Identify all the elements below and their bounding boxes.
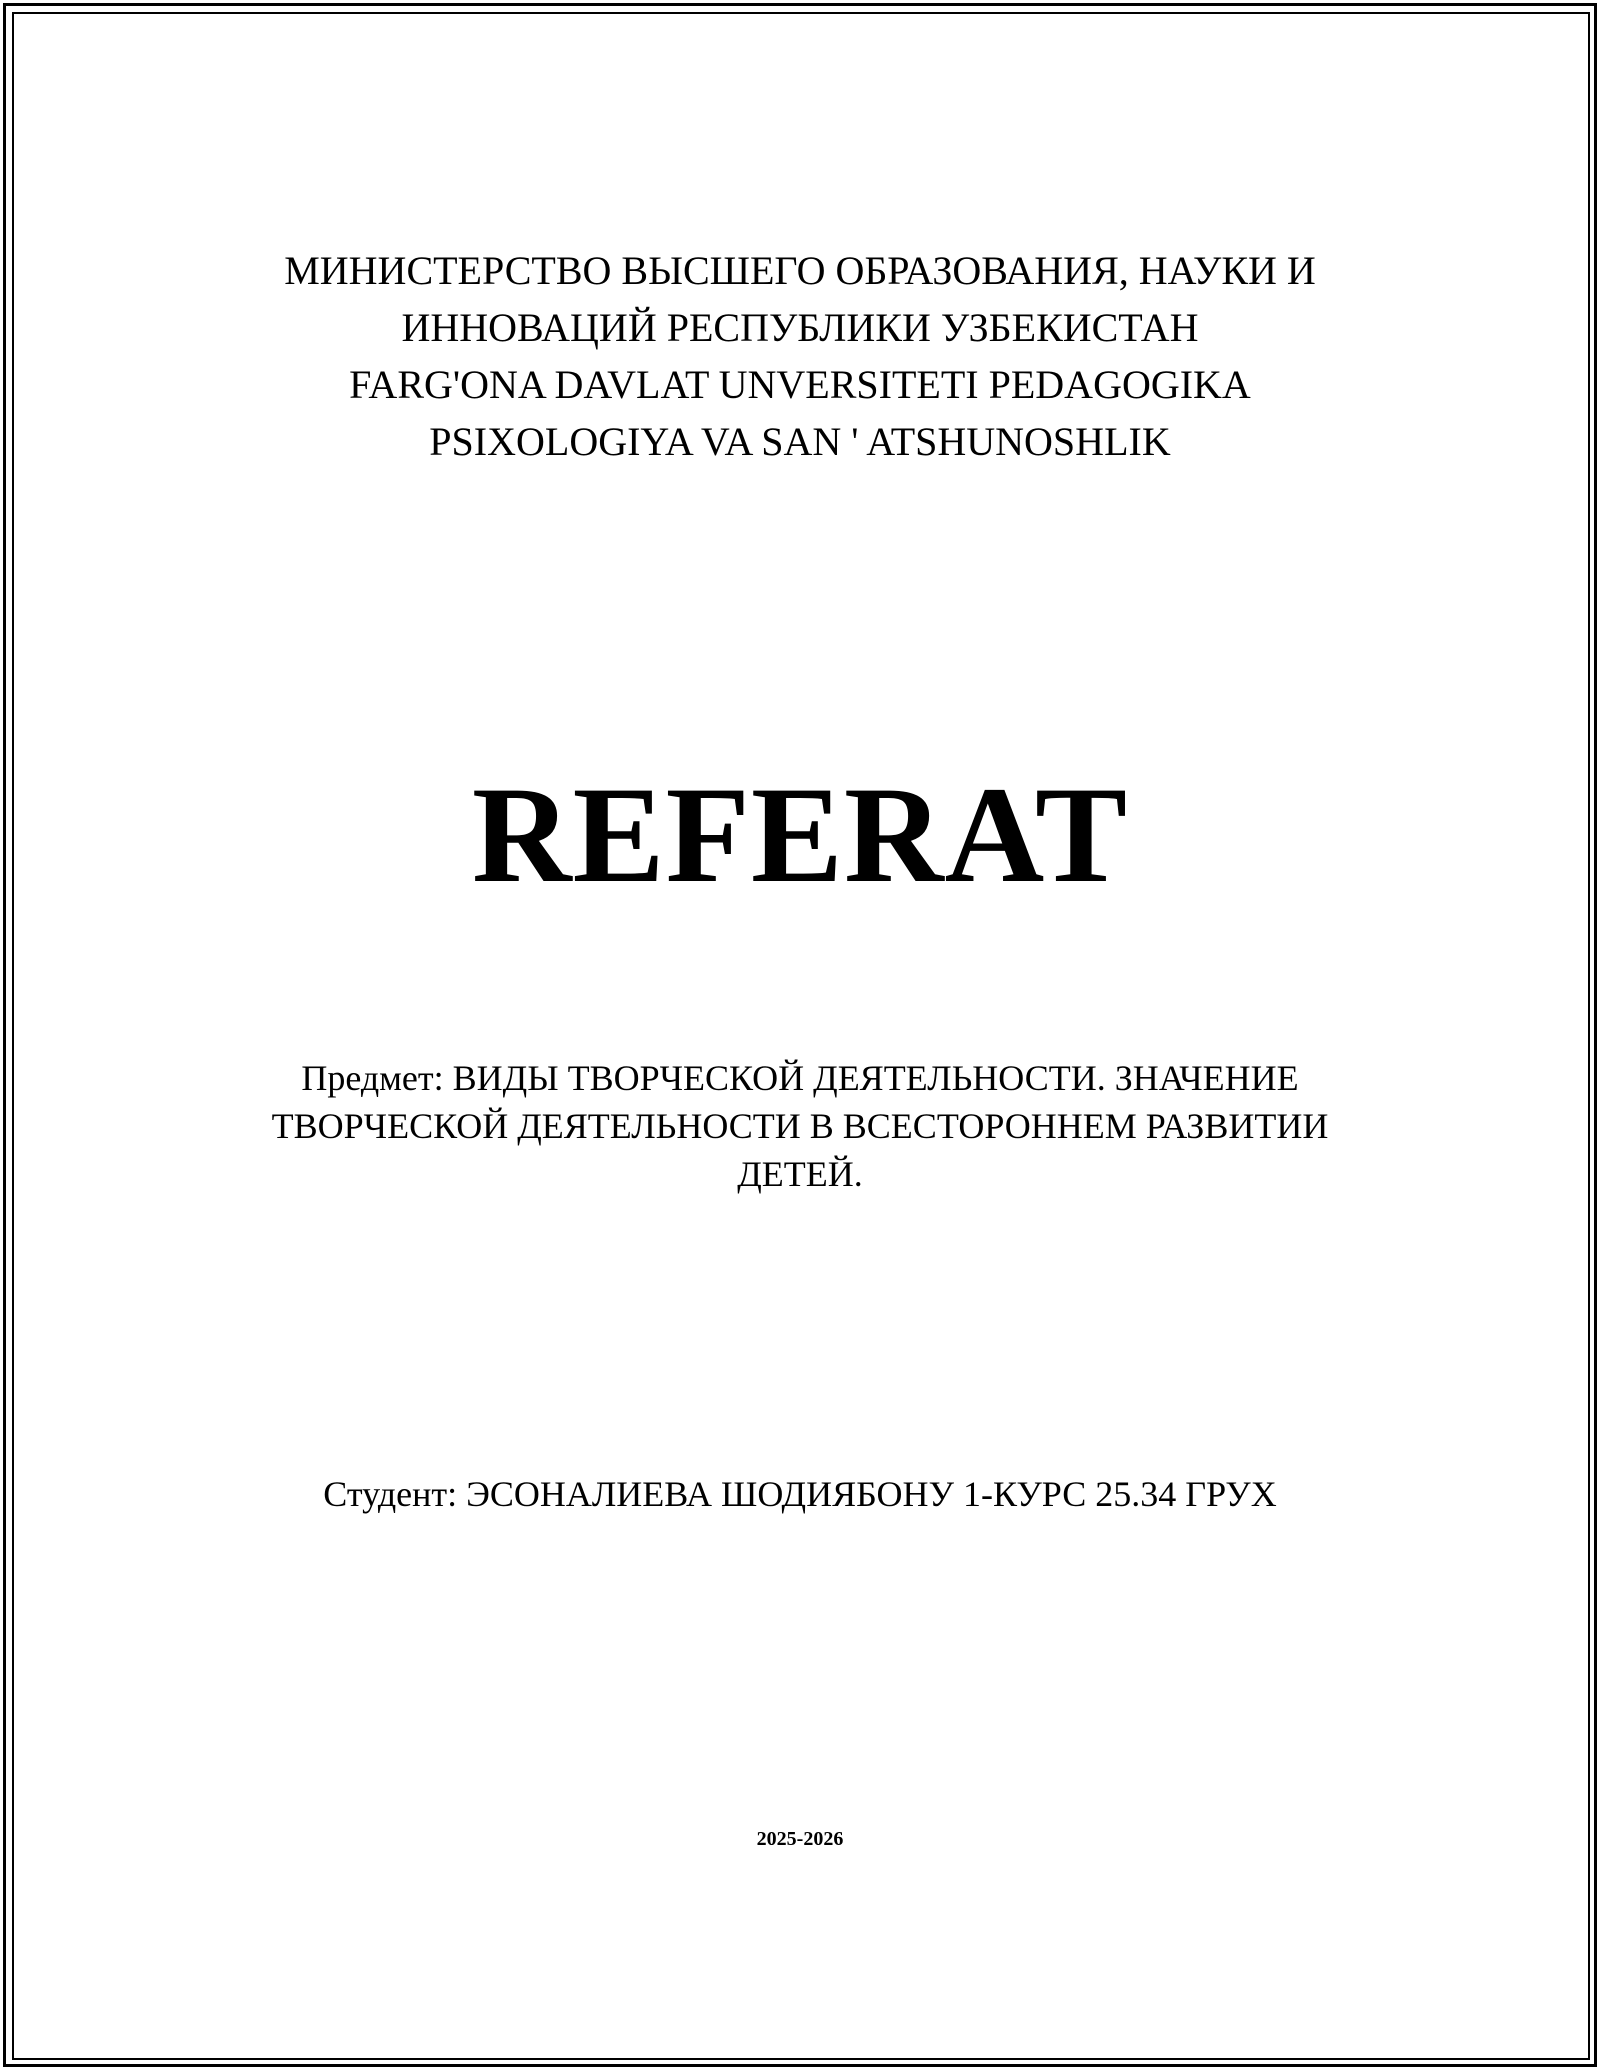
subject-line-2: ТВОРЧЕСКОЙ ДЕЯТЕЛЬНОСТИ В ВСЕСТОРОННЕМ РАЗВИТИИ (271, 1106, 1329, 1146)
header-line-2: ИННОВАЦИЙ РЕСПУБЛИКИ УЗБЕКИСТАН (401, 305, 1199, 350)
subject-block (0, 1054, 1600, 1198)
institution-header (0, 242, 1600, 470)
subject-line-1: Предмет: ВИДЫ ТВОРЧЕСКОЙ ДЕЯТЕЛЬНОСТИ. ЗНАЧЕНИЕ (301, 1058, 1299, 1098)
header-line-4: PSIXOLOGIYA VA SAN ' ATSHUNOSHLIK (429, 419, 1171, 464)
subject-line-3: ДЕТЕЙ. (737, 1154, 863, 1194)
header-line-3: FARG'ONA DAVLAT UNVERSITETI PEDAGOGIKA (349, 362, 1251, 407)
header-line-1: МИНИСТЕРСТВО ВЫСШЕГО ОБРАЗОВАНИЯ, НАУКИ И (284, 248, 1316, 293)
academic-year: 2025-2026 (756, 1828, 844, 1850)
student-info: Студент: ЭСОНАЛИЕВА ШОДИЯБОНУ 1-КУРС 25.34 ГРУХ (323, 1474, 1277, 1514)
document-title: REFERAT (471, 758, 1129, 911)
